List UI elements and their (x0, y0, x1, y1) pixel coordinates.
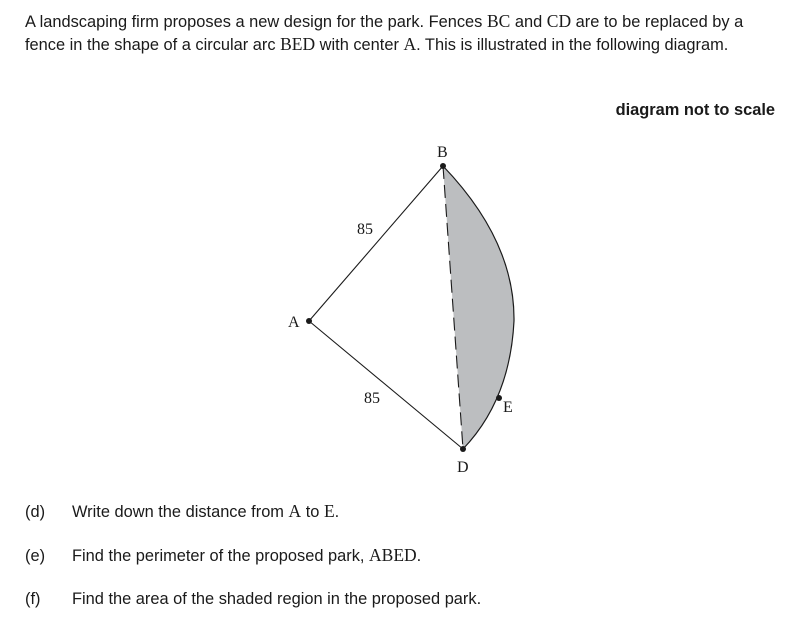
label-b: B (437, 144, 448, 161)
point-e (496, 395, 502, 401)
point-a (306, 318, 312, 324)
question-f: (f) Find the area of the shaded region in the proposed park. (25, 590, 482, 608)
fence-cd-label: CD (546, 11, 572, 31)
question-number: (f) (25, 590, 41, 608)
point-d (460, 446, 466, 452)
intro-paragraph: A landscaping firm proposes a new design for the park. Fences BC and CD are to be replaced by a fence in the shape of a circular arc BED with center A. This is illustrated in the following diagram. (25, 11, 744, 54)
fence-bc-label: BC (486, 11, 511, 31)
label-e: E (503, 399, 513, 416)
arc-bed-label: BED (280, 33, 316, 54)
question-number: (d) (25, 503, 46, 521)
center-a-label: A (403, 33, 417, 54)
segment-ab (309, 166, 443, 321)
label-ad-length: 85 (364, 390, 380, 407)
label-d: D (457, 459, 469, 476)
label-ab-length: 85 (357, 221, 373, 238)
segment-ad (309, 321, 463, 449)
question-d: (d) Write down the distance from A to E. (25, 501, 340, 521)
question-e: (e) Find the perimeter of the proposed park, ABED. (25, 545, 422, 565)
diagram-scale-note: diagram not to scale (615, 101, 775, 119)
label-a: A (288, 314, 300, 331)
question-number: (e) (25, 547, 46, 565)
point-b (440, 163, 446, 169)
